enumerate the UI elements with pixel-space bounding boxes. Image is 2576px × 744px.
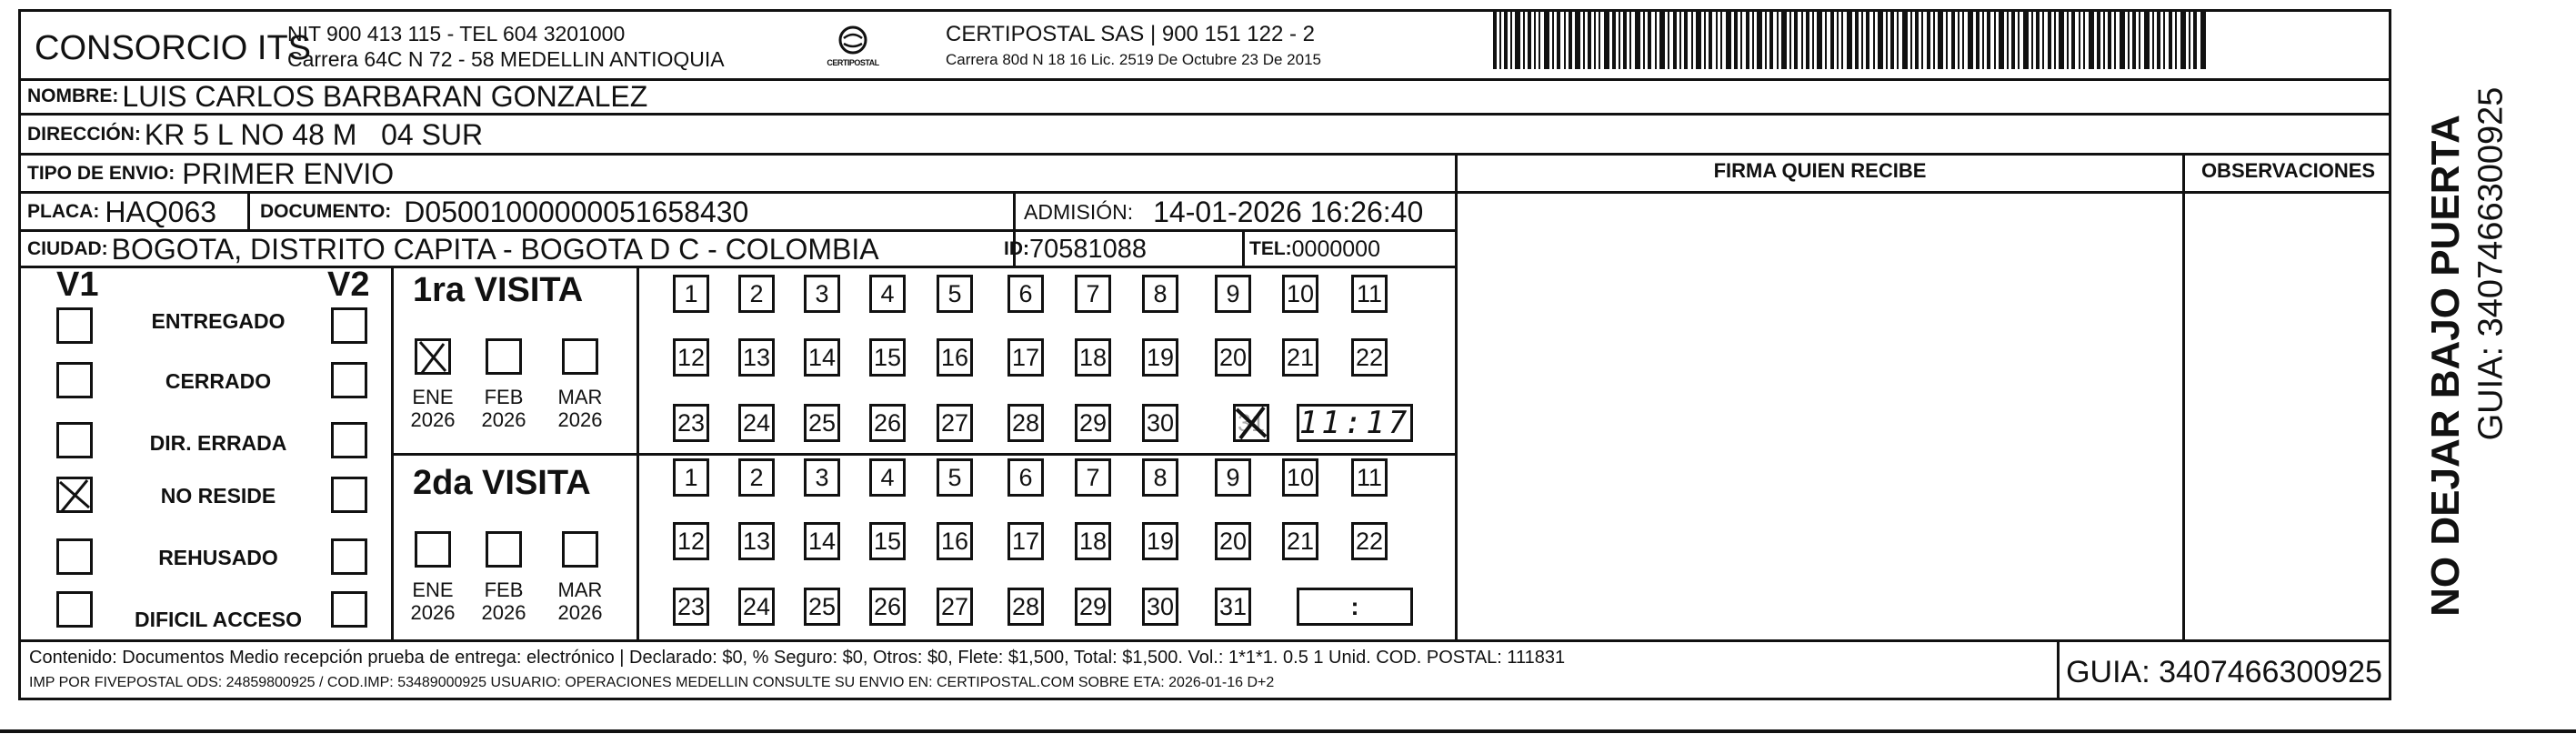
first-day-9[interactable] <box>1215 275 1251 313</box>
second-day-28[interactable] <box>1007 588 1044 626</box>
v1-no-reside-checkbox[interactable] <box>56 477 93 513</box>
month-year: 2026 <box>410 601 456 624</box>
day-number: 19 <box>1146 343 1175 371</box>
first-day-29[interactable] <box>1075 404 1111 442</box>
ciudad-value: BOGOTA, DISTRITO CAPITA - BOGOTA D C - COLOMBIA <box>111 232 879 266</box>
second-feb-checkbox[interactable] <box>486 531 522 568</box>
company-address: Carrera 64C N 72 - 58 MEDELLIN ANTIOQUIA <box>287 47 725 71</box>
obs-left-rule <box>2182 153 2185 640</box>
first-day-16[interactable] <box>937 338 973 377</box>
day-number: 2 <box>749 463 764 491</box>
second-time-box[interactable] <box>1297 588 1413 626</box>
day-number: 11 <box>1356 463 1383 491</box>
day-number: 8 <box>1153 279 1168 307</box>
second-day-27[interactable] <box>937 588 973 626</box>
ciudad-row <box>27 231 879 267</box>
second-feb-label <box>475 578 533 624</box>
contenido-text: Contenido: Documentos Medio recepción prueba de entrega: electrónico | Declarado: $0, % Seguro: $0, Otros: $0, Flete: $1,500, Total: $1,500. Vol.: 1*1*1. 0.5 1 Unid. COD. POSTAL: 111831 <box>29 648 1566 668</box>
first-day-27[interactable] <box>937 404 973 442</box>
first-day-20[interactable] <box>1215 338 1251 377</box>
handwritten-x-mark <box>415 338 451 375</box>
direccion-row <box>27 116 483 153</box>
tipo-value: PRIMER ENVIO <box>182 156 395 190</box>
day-number: 12 <box>677 527 706 555</box>
second-day-14[interactable] <box>804 522 840 560</box>
placa-value: HAQ063 <box>105 195 217 228</box>
first-day-31-marked[interactable] <box>1233 404 1269 442</box>
v1-rehusado-checkbox[interactable] <box>56 538 93 575</box>
tipo-row <box>27 156 394 192</box>
first-day-30[interactable] <box>1142 404 1178 442</box>
time-separator: : <box>1350 592 1359 620</box>
day-number: 29 <box>1078 408 1108 437</box>
first-day-4[interactable] <box>869 275 906 313</box>
first-day-17[interactable] <box>1007 338 1044 377</box>
placa-divider <box>247 191 250 231</box>
id-label: ID: <box>1004 238 1029 259</box>
v2-rehusado-checkbox[interactable] <box>331 538 367 575</box>
second-day-5[interactable] <box>937 458 973 497</box>
tipo-label: TIPO DE ENVIO: <box>27 163 175 184</box>
status-dificil-acceso: DIFICIL ACCESO <box>134 608 302 631</box>
nombre-label: NOMBRE: <box>27 85 119 106</box>
id-value: 70581088 <box>1029 234 1148 264</box>
first-ene-label <box>404 386 462 431</box>
first-feb-checkbox[interactable] <box>486 338 522 375</box>
nombre-value: LUIS CARLOS BARBARAN GONZALEZ <box>122 79 648 113</box>
day-number: 15 <box>873 527 902 555</box>
day-number: 4 <box>880 279 895 307</box>
v1-dificil-acceso-checkbox[interactable] <box>56 591 93 628</box>
day-number: 31 <box>1218 592 1248 620</box>
placa-label: PLACA: <box>27 201 100 222</box>
second-day-10[interactable] <box>1282 458 1318 497</box>
handwritten-x-mark <box>1233 404 1269 442</box>
day-number: 1 <box>684 279 698 307</box>
second-day-26[interactable] <box>869 588 906 626</box>
operator-name: CERTIPOSTAL SAS | 900 151 122 - 2 <box>946 22 1315 46</box>
second-day-20[interactable] <box>1215 522 1251 560</box>
second-day-1[interactable] <box>673 458 709 497</box>
tel-label: TEL: <box>1249 238 1292 259</box>
month-name: ENE <box>412 578 454 601</box>
visit-divider-v <box>636 266 639 640</box>
first-mar-label <box>551 386 609 431</box>
first-visit-title: 1ra VISITA <box>413 271 584 309</box>
day-number: 23 <box>677 408 706 437</box>
day-number: 30 <box>1146 408 1175 437</box>
firma-left-rule <box>1455 153 1458 640</box>
first-day-19[interactable] <box>1142 338 1178 377</box>
day-number: 28 <box>1011 408 1040 437</box>
direccion-label: DIRECCIÓN: <box>27 124 141 145</box>
day-number: 15 <box>873 343 902 371</box>
visit-divider-h <box>391 453 1457 456</box>
certipostal-logo <box>826 22 880 73</box>
month-name: ENE <box>412 386 454 408</box>
month-year: 2026 <box>481 601 526 624</box>
second-day-11[interactable] <box>1351 458 1388 497</box>
footer-rule <box>18 639 2391 642</box>
day-number: 1 <box>684 463 698 491</box>
day-number: 19 <box>1146 527 1175 555</box>
day-number: 6 <box>1018 463 1033 491</box>
bottom-rule <box>0 729 2576 733</box>
second-day-12[interactable] <box>673 522 709 560</box>
day-number: 18 <box>1078 343 1108 371</box>
v2-cerrado-checkbox[interactable] <box>331 362 367 398</box>
day-number: 13 <box>742 343 771 371</box>
first-day-14[interactable] <box>804 338 840 377</box>
month-name: MAR <box>557 578 603 601</box>
documento-value: D05001000000051658430 <box>404 195 749 228</box>
day-number: 27 <box>940 408 969 437</box>
second-day-15[interactable] <box>869 522 906 560</box>
status-entregado: ENTREGADO <box>151 309 286 333</box>
first-day-3[interactable] <box>804 275 840 313</box>
second-day-2[interactable] <box>738 458 775 497</box>
month-name: MAR <box>557 386 603 408</box>
second-day-22[interactable] <box>1351 522 1388 560</box>
day-number: 3 <box>815 279 829 307</box>
month-year: 2026 <box>557 408 603 431</box>
day-number: 30 <box>1146 592 1175 620</box>
admision-label: ADMISIÓN: <box>1024 199 1134 224</box>
day-number: 18 <box>1078 527 1108 555</box>
firma-header: FIRMA QUIEN RECIBE <box>1713 159 1927 182</box>
day-number: 4 <box>880 463 895 491</box>
v1-cerrado-checkbox[interactable] <box>56 362 93 398</box>
day-number: 24 <box>742 592 771 620</box>
v2-dir-errada-checkbox[interactable] <box>331 422 367 458</box>
id-row <box>1004 231 1147 267</box>
second-day-4[interactable] <box>869 458 906 497</box>
day-number: 7 <box>1086 279 1100 307</box>
second-visit-title: 2da VISITA <box>413 464 591 502</box>
month-year: 2026 <box>410 408 456 431</box>
operator-license: Carrera 80d N 18 16 Lic. 2519 De Octubre 23 De 2015 <box>946 51 1321 68</box>
first-day-18[interactable] <box>1075 338 1111 377</box>
day-number: 23 <box>677 592 706 620</box>
day-number: 25 <box>807 408 837 437</box>
status-rehusado: REHUSADO <box>158 546 278 569</box>
second-day-16[interactable] <box>937 522 973 560</box>
logo-wordmark: CERTIPOSTAL <box>827 58 879 67</box>
day-number: 20 <box>1218 343 1248 371</box>
tel-value: 0000000 <box>1291 236 1380 262</box>
day-number: 6 <box>1018 279 1033 307</box>
imp-text: IMP POR FIVEPOSTAL ODS: 24859800925 / COD.IMP: 53489000925 USUARIO: OPERACIONES MEDELLIN CONSULTE SU ENVIO EN: CERTIPOSTAL.COM SOBRE ETA: 2026-01-16 D+2 <box>29 675 1275 690</box>
first-day-5[interactable] <box>937 275 973 313</box>
first-ene-checkbox[interactable] <box>415 338 451 375</box>
first-day-8[interactable] <box>1142 275 1178 313</box>
first-day-6[interactable] <box>1007 275 1044 313</box>
first-day-24[interactable] <box>738 404 775 442</box>
second-day-30[interactable] <box>1142 588 1178 626</box>
status-dir-errada: DIR. ERRADA <box>149 431 287 455</box>
v2-dificil-acceso-checkbox[interactable] <box>331 591 367 628</box>
first-day-12[interactable] <box>673 338 709 377</box>
documento-label: DOCUMENTO: <box>260 201 392 222</box>
v2-label: V2 <box>327 266 370 304</box>
day-number: 26 <box>873 408 902 437</box>
day-number: 27 <box>940 592 969 620</box>
first-mar-checkbox[interactable] <box>562 338 598 375</box>
first-time-box[interactable] <box>1297 404 1413 442</box>
first-day-23[interactable] <box>673 404 709 442</box>
placa-row <box>27 194 216 230</box>
day-number: 28 <box>1011 592 1040 620</box>
day-number: 22 <box>1355 527 1384 555</box>
documento-row <box>260 194 748 230</box>
status-no-reside: NO RESIDE <box>160 484 276 508</box>
first-day-15[interactable] <box>869 338 906 377</box>
first-day-1[interactable] <box>673 275 709 313</box>
day-number: 3 <box>815 463 829 491</box>
day-number: 9 <box>1226 463 1240 491</box>
v1-dir-errada-checkbox[interactable] <box>56 422 93 458</box>
second-ene-label <box>404 578 462 624</box>
first-day-22[interactable] <box>1351 338 1388 377</box>
second-day-31[interactable] <box>1215 588 1251 626</box>
second-day-3[interactable] <box>804 458 840 497</box>
day-number: 17 <box>1011 527 1040 555</box>
first-day-10[interactable] <box>1282 275 1318 313</box>
id-divider <box>1242 229 1245 267</box>
day-number: 26 <box>873 592 902 620</box>
day-number: 16 <box>940 527 969 555</box>
v2-no-reside-checkbox[interactable] <box>331 477 367 513</box>
v2-entregado-checkbox[interactable] <box>331 307 367 344</box>
day-number: 29 <box>1078 592 1108 620</box>
second-day-7[interactable] <box>1075 458 1111 497</box>
second-day-19[interactable] <box>1142 522 1178 560</box>
second-day-25[interactable] <box>804 588 840 626</box>
second-mar-label <box>551 578 609 624</box>
day-number: 14 <box>807 527 837 555</box>
second-day-13[interactable] <box>738 522 775 560</box>
side-warning: NO DEJAR BAJO PUERTA <box>2423 115 2468 617</box>
v1-label: V1 <box>56 266 99 304</box>
day-number: 21 <box>1286 527 1315 555</box>
company-name: CONSORCIO ITS <box>35 29 312 67</box>
admision-value: 14-01-2026 16:26:40 <box>1153 195 1424 228</box>
first-day-26[interactable] <box>869 404 906 442</box>
day-number: 10 <box>1286 279 1315 307</box>
first-day-28[interactable] <box>1007 404 1044 442</box>
day-number: 9 <box>1226 279 1240 307</box>
month-name: FEB <box>484 386 524 408</box>
company-nit: NIT 900 413 115 - TEL 604 3201000 <box>287 22 626 45</box>
second-ene-checkbox[interactable] <box>415 531 451 568</box>
day-number: 21 <box>1286 343 1315 371</box>
v1-entregado-checkbox[interactable] <box>56 307 93 344</box>
day-number: 20 <box>1218 527 1248 555</box>
month-year: 2026 <box>557 601 603 624</box>
day-number: 25 <box>807 592 837 620</box>
first-day-21[interactable] <box>1282 338 1318 377</box>
second-day-6[interactable] <box>1007 458 1044 497</box>
second-day-18[interactable] <box>1075 522 1111 560</box>
day-number: 11 <box>1356 279 1383 307</box>
observaciones-header: OBSERVACIONES <box>2200 159 2376 182</box>
day-number: 8 <box>1153 463 1168 491</box>
day-number: 10 <box>1286 463 1315 491</box>
day-number: 13 <box>742 527 771 555</box>
day-number: 24 <box>742 408 771 437</box>
first-day-2[interactable] <box>738 275 775 313</box>
second-day-17[interactable] <box>1007 522 1044 560</box>
second-day-29[interactable] <box>1075 588 1111 626</box>
day-number: 14 <box>807 343 837 371</box>
day-number: 22 <box>1355 343 1384 371</box>
status-cerrado: CERRADO <box>165 369 272 393</box>
footer-guia: GUIA: 3407466300925 <box>2066 655 2382 689</box>
first-feb-label <box>475 386 533 431</box>
day-number: 12 <box>677 343 706 371</box>
handwritten-x-mark <box>56 477 93 513</box>
second-day-8[interactable] <box>1142 458 1178 497</box>
first-day-25[interactable] <box>804 404 840 442</box>
day-number: 16 <box>940 343 969 371</box>
second-day-24[interactable] <box>738 588 775 626</box>
month-name: FEB <box>484 578 524 601</box>
first-day-13[interactable] <box>738 338 775 377</box>
tel-row <box>1249 231 1380 267</box>
second-day-9[interactable] <box>1215 458 1251 497</box>
day-number: 17 <box>1011 343 1040 371</box>
day-number: 31 <box>1237 408 1266 437</box>
handwritten-time: 11:17 <box>1298 405 1411 441</box>
day-number: 5 <box>947 279 962 307</box>
barcode <box>1493 11 2206 69</box>
first-day-7[interactable] <box>1075 275 1111 313</box>
second-mar-checkbox[interactable] <box>562 531 598 568</box>
direccion-value: KR 5 L NO 48 M 04 SUR <box>144 117 484 151</box>
day-number: 5 <box>947 463 962 491</box>
second-day-21[interactable] <box>1282 522 1318 560</box>
second-day-23[interactable] <box>673 588 709 626</box>
month-year: 2026 <box>481 408 526 431</box>
admision-row <box>1024 194 1423 230</box>
nombre-row <box>27 80 647 113</box>
first-day-11[interactable] <box>1351 275 1388 313</box>
side-guia: GUIA: 3407466300925 <box>2471 86 2511 441</box>
ciudad-label: CIUDAD: <box>27 238 108 259</box>
day-number: 7 <box>1086 463 1100 491</box>
day-number: 2 <box>749 279 764 307</box>
